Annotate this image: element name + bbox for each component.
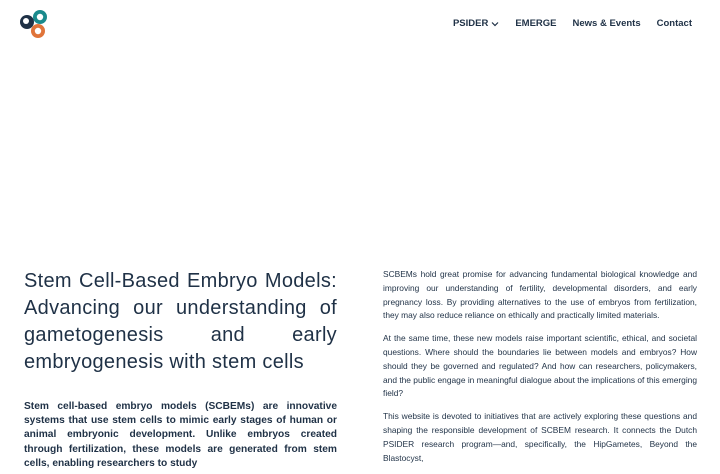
nav-psider-label: PSIDER xyxy=(452,18,489,29)
intro-column xyxy=(24,268,337,471)
nav-contact-label: Contact xyxy=(656,18,692,29)
site-header xyxy=(0,0,720,50)
main-nav xyxy=(453,18,692,29)
nav-news-events-label: News & Events xyxy=(572,18,641,29)
page-title: Stem Cell-Based Embryo Models: Advancing our understanding of gametogenesis and early embryogenesis with stem cells xyxy=(24,270,337,373)
body-paragraph: SCBEMs hold great promise for advancing fundamental biological knowledge and improving our understanding of fertility, developmental disorders, and early pregnancy loss. By providing alternatives to the use of embryos from fertilization, they may also reduce reliance on ethically and practically limited materials. xyxy=(383,269,697,321)
nav-emerge[interactable] xyxy=(515,18,556,29)
intro-paragraph: Stem cell-based embryo models (SCBEMs) are innovative systems that use stem cells to mimic early stages of human or animal embryonic development. Unlike embryos created through fertilization, these models are generated from stem cells, enabling researchers to study xyxy=(24,401,337,469)
nav-emerge-label: EMERGE xyxy=(515,18,557,29)
body-paragraph: At the same time, these new models raise important scientific, ethical, and societal questions. Where should the boundaries lie between models and embryos? How should they be governed and regulated? And how can researchers, policymakers, and the public engage in meaningful dialogue about the implications of this emerging field? xyxy=(383,333,697,399)
body-paragraph: This website is devoted to initiatives that are actively exploring these questions and shaping the responsible development of SCBEM research. It connects the Dutch PSIDER research program—and, specifically, the HipGametes, Beyond the Blastocyst, xyxy=(383,411,697,463)
description-column xyxy=(383,268,697,474)
nav-contact[interactable] xyxy=(657,18,692,29)
nav-psider[interactable] xyxy=(453,18,499,29)
chevron-down-icon xyxy=(491,20,499,28)
site-logo[interactable] xyxy=(18,8,52,40)
hero-area xyxy=(0,50,720,260)
nav-news-events[interactable] xyxy=(573,18,641,29)
